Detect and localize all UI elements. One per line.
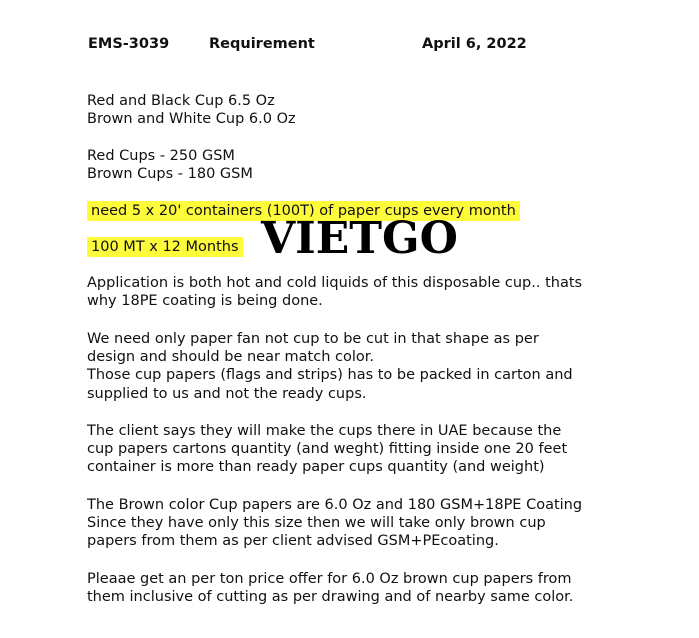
paragraph-application: [87, 274, 610, 310]
paragraph-line: The Brown color Cup papers are 6.0 Oz and 180 GSM+18PE Coating: [87, 497, 583, 513]
paragraph-line: Application is both hot and cold liquids of this disposable cup.. thats: [87, 275, 583, 291]
paragraph-line: We need only paper fan not cup to be cut in that shape as per: [87, 331, 539, 347]
watermark-logo: VIETGO: [261, 213, 458, 264]
paragraph-fan: [87, 330, 610, 403]
paragraph-offer: [87, 570, 610, 606]
paragraph-line: supplied to us and not the ready cups.: [87, 385, 367, 402]
document-title: Requirement: [209, 36, 315, 52]
document-date: April 6, 2022: [422, 36, 527, 52]
highlight-volume: 100 MT x 12 Months: [87, 237, 243, 257]
cup-spec-line: Brown and White Cup 6.0 Oz: [87, 111, 296, 127]
paragraph-line: them inclusive of cutting as per drawing and of nearby same color.: [87, 589, 574, 606]
paragraph-client: [87, 422, 610, 477]
cup-spec-line: Red and Black Cup 6.5 Oz: [87, 93, 275, 109]
paragraph-line: The client says they will make the cups there in UAE because the: [87, 423, 562, 439]
paragraph-line: Since they have only this size then we will take only brown cup: [87, 515, 546, 532]
paragraph-line: cup papers cartons quantity (and weght) fitting inside one 20 feet: [87, 441, 568, 458]
highlight-containers: need 5 x 20' containers (100T) of paper cups every month: [87, 201, 520, 221]
paragraph-line: Those cup papers (flags and strips) has to be packed in carton and: [87, 367, 573, 384]
paragraph-brown: [87, 496, 610, 551]
gsm-spec-line: Red Cups - 250 GSM: [87, 148, 235, 164]
reference-code: EMS-3039: [88, 36, 170, 52]
paragraph-line: container is more than ready paper cups quantity (and weight): [87, 459, 545, 476]
paragraph-line: design and should be near match color.: [87, 349, 374, 366]
paragraph-line: papers from them as per client advised GSM+PEcoating.: [87, 533, 499, 550]
paragraph-line: Pleaae get an per ton price offer for 6.0 Oz brown cup papers from: [87, 571, 572, 587]
gsm-spec-line: Brown Cups - 180 GSM: [87, 166, 253, 182]
paragraph-line: why 18PE coating is being done.: [87, 293, 323, 310]
